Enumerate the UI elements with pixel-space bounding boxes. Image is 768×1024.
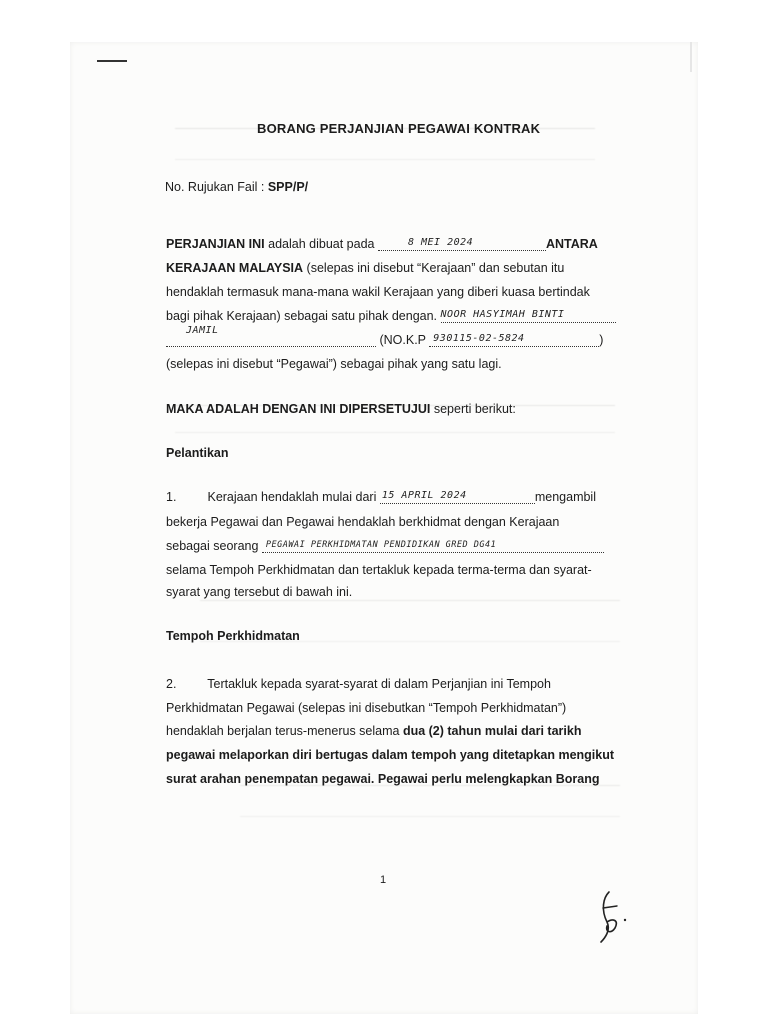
name-handwritten-1: NOOR HASYIMAH BINTI: [440, 309, 565, 320]
section-number: 2.: [166, 677, 177, 691]
ic-handwritten: 930115-02-5824: [433, 333, 525, 344]
intro-line-6: (selepas ini disebut “Pegawai”) sebagai pihak yang satu lagi.: [166, 357, 502, 371]
s2-text: hendaklah berjalan terus-menerus selama: [166, 724, 400, 738]
s2-line-2: Perkhidmatan Pegawai (selepas ini disebutkan “Tempoh Perkhidmatan”): [166, 701, 567, 715]
intro-text: bagi pihak Kerajaan) sebagai satu pihak dengan.: [166, 309, 438, 323]
initials-signature: [595, 888, 635, 948]
start-date-field: [380, 490, 535, 504]
s1-text: Kerajaan hendaklah mulai dari: [207, 490, 377, 504]
close-paren: ): [599, 333, 604, 347]
intro-line-5: [166, 325, 604, 347]
s1-line-3: [166, 539, 604, 553]
file-ref-value: SPP/P/: [267, 180, 309, 194]
section-heading-tempoh: Tempoh Perkhidmatan: [166, 629, 300, 643]
s2-line-5: surat arahan penempatan pegawai. Pegawai perlu melengkapkan Borang: [166, 772, 600, 786]
agreed-clause: [166, 402, 516, 416]
s1-line-5: syarat yang tersebut di bawah ini.: [166, 585, 353, 599]
intro-text: (selepas ini disebut “Kerajaan” dan sebutan itu: [306, 261, 565, 275]
section-number: 1.: [166, 490, 177, 504]
s2-bold: dua (2) tahun mulai dari tarikh: [402, 724, 582, 738]
bleed-through-block: [240, 785, 620, 817]
s2-line-1: [166, 677, 551, 691]
name-field-2: [166, 325, 376, 347]
agreement-label: PERJANJIAN INI: [166, 237, 265, 251]
name-handwritten-2: JAMIL: [186, 325, 219, 336]
s1-line-4: selama Tempoh Perkhidmatan dan tertakluk kepada terma-terma dan syarat-: [166, 563, 592, 577]
page-number: 1: [380, 874, 387, 886]
scan-mark: [97, 60, 127, 62]
agreed-rest: seperti berikut:: [433, 402, 516, 416]
s1-text: sebagai seorang: [166, 539, 259, 553]
section-heading-pelantikan: Pelantikan: [166, 446, 229, 460]
intro-line-2: [166, 261, 564, 275]
between-label: ANTARA: [545, 237, 598, 251]
s2-line-4: pegawai melaporkan diri bertugas dalam tempoh yang ditetapkan mengikut: [166, 748, 615, 762]
made-on-label: adalah dibuat pada: [268, 237, 375, 251]
intro-line-1: [166, 237, 616, 251]
s2-text: Tertakluk kepada syarat-syarat di dalam Perjanjian ini Tempoh: [207, 677, 551, 691]
name-field-1: [441, 309, 616, 323]
intro-line-4: [166, 309, 616, 323]
s1-line-1: [166, 490, 596, 504]
scan-edge: [690, 42, 692, 72]
ic-field: [429, 333, 599, 347]
agreed-bold: MAKA ADALAH DENGAN INI DIPERSETUJUI: [166, 402, 431, 416]
start-date-handwritten: 15 APRIL 2024: [381, 490, 467, 501]
position-field: [262, 539, 604, 553]
file-reference: [165, 180, 308, 194]
date-handwritten: 8 MEI 2024: [407, 237, 474, 248]
ic-label: (NO.K.P: [379, 333, 426, 347]
intro-line-3: hendaklah termasuk mana-mana wakil Kerajaan yang diberi kuasa bertindak: [166, 285, 590, 299]
s1-text: mengambil: [534, 490, 596, 504]
government-label: KERAJAAN MALAYSIA: [166, 261, 304, 275]
s2-line-3: [166, 724, 581, 738]
document-title: BORANG PERJANJIAN PEGAWAI KONTRAK: [257, 121, 541, 136]
file-ref-label: No. Rujukan Fail :: [165, 180, 265, 194]
date-field: [378, 237, 546, 251]
s1-line-2: bekerja Pegawai dan Pegawai hendaklah berkhidmat dengan Kerajaan: [166, 515, 560, 529]
position-handwritten: PEGAWAI PERKHIDMATAN PENDIDIKAN GRED DG41: [265, 540, 497, 550]
